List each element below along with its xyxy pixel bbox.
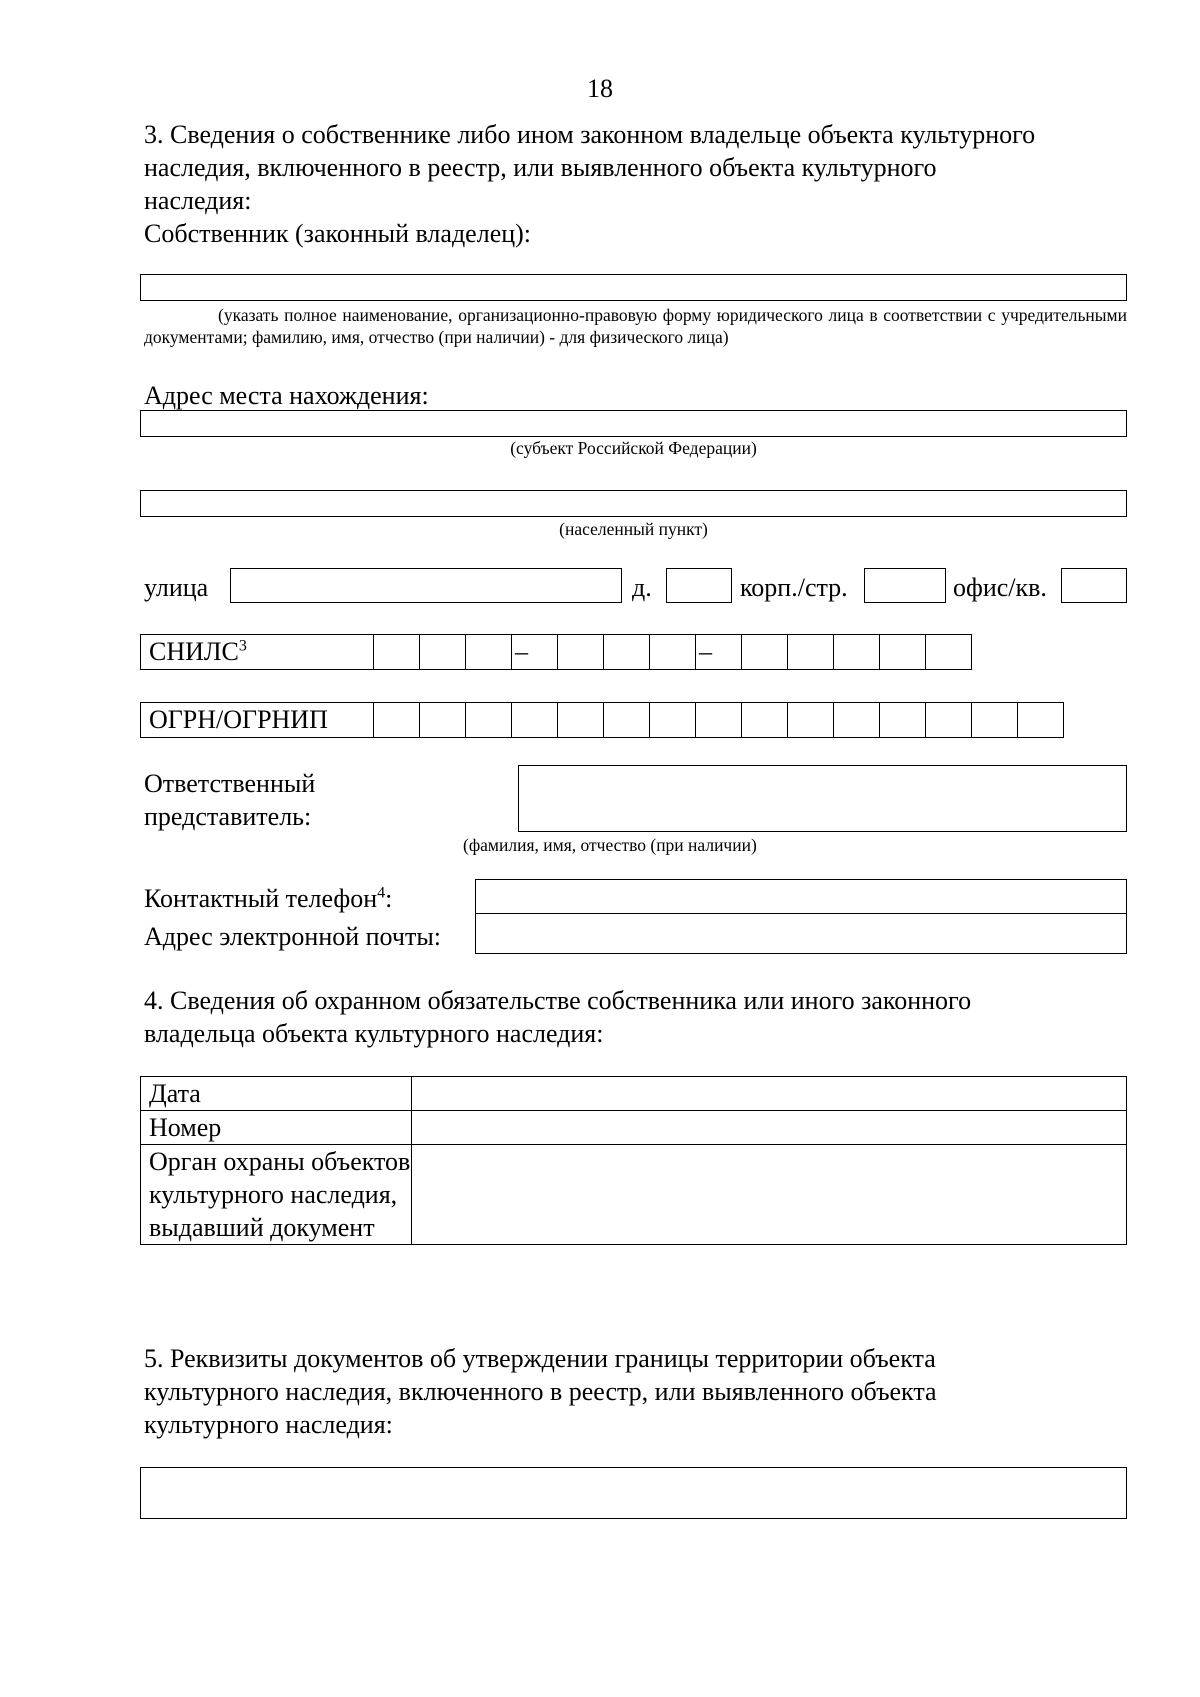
ogrn-digit-cell[interactable] <box>926 703 972 737</box>
ogrn-digit-cell[interactable] <box>880 703 926 737</box>
section-3-heading: 3. Сведения о собственнике либо ином законном владельце объекта культурного наследия, включенного в реестр, или выявленного объекта культурного наследия: <box>144 120 1036 215</box>
snils-digit-cell[interactable] <box>650 635 696 669</box>
ogrn-digit-cell[interactable] <box>420 703 466 737</box>
snils-digit-cell[interactable] <box>880 635 926 669</box>
ogrn-label: ОГРН/ОГРНИП <box>141 703 374 737</box>
snils-dash-cell: – <box>696 635 742 669</box>
building-field[interactable] <box>864 568 946 603</box>
office-label: офис/кв. <box>953 573 1047 602</box>
snils-dash-cell: – <box>512 635 558 669</box>
ogrn-digit-cell[interactable] <box>788 703 834 737</box>
page-number: 18 <box>587 74 613 103</box>
building-label: корп./стр. <box>740 573 848 602</box>
date-value-cell[interactable] <box>412 1077 1127 1111</box>
snils-digit-cell[interactable] <box>742 635 788 669</box>
table-row <box>141 1111 1127 1145</box>
authority-label: Орган охраны объектов культурного наследия, выдавший документ <box>141 1145 412 1245</box>
email-label: Адрес электронной почты: <box>144 922 442 951</box>
representative-hint: (фамилия, имя, отчество (при наличии) <box>463 835 757 855</box>
section-5-heading: 5. Реквизиты документов об утверждении границы территории объекта культурного наследия, включенного в реестр, или выявленного объекта культурного наследия: <box>144 1344 937 1439</box>
snils-label: СНИЛС <box>149 637 239 666</box>
ogrn-row <box>140 702 1064 738</box>
number-value-cell[interactable] <box>412 1111 1127 1145</box>
snils-digit-cell[interactable] <box>420 635 466 669</box>
locality-field[interactable] <box>140 490 1127 517</box>
snils-digit-cell[interactable] <box>788 635 834 669</box>
owner-name-field[interactable] <box>140 274 1127 301</box>
phone-label-colon: : <box>385 884 393 913</box>
representative-label-line-1: Ответственный <box>144 769 316 798</box>
ogrn-digit-cell[interactable] <box>972 703 1018 737</box>
snils-digit-cell[interactable] <box>558 635 604 669</box>
date-label: Дата <box>141 1077 412 1111</box>
region-field[interactable] <box>140 410 1127 437</box>
email-field[interactable] <box>475 913 1127 954</box>
office-field[interactable] <box>1061 568 1127 603</box>
phone-footnote: 4 <box>377 884 386 902</box>
representative-label-line-2: представитель: <box>144 802 312 831</box>
phone-label: Контактный телефон <box>144 884 378 913</box>
table-row <box>141 1077 1127 1111</box>
ogrn-digit-cell[interactable] <box>512 703 558 737</box>
ogrn-digit-cell[interactable] <box>604 703 650 737</box>
owner-label: Собственник (законный владелец): <box>144 219 532 248</box>
snils-row <box>140 634 972 670</box>
house-field[interactable] <box>666 568 732 603</box>
ogrn-digit-cell[interactable] <box>742 703 788 737</box>
ogrn-digit-cell[interactable] <box>558 703 604 737</box>
ogrn-digit-cell[interactable] <box>696 703 742 737</box>
authority-value-cell[interactable] <box>412 1145 1127 1245</box>
obligation-table <box>140 1076 1127 1245</box>
snils-digit-cell[interactable] <box>834 635 880 669</box>
region-hint: (субъект Российской Федерации) <box>510 438 757 458</box>
ogrn-digit-cell[interactable] <box>466 703 512 737</box>
snils-digit-cell[interactable] <box>926 635 972 669</box>
snils-footnote: 3 <box>238 637 247 655</box>
snils-digit-cell[interactable] <box>604 635 650 669</box>
ogrn-digit-cell[interactable] <box>834 703 880 737</box>
table-row <box>141 1145 1127 1245</box>
section-4-heading: 4. Сведения об охранном обязательстве собственника или иного законного владельца объекта культурного наследия: <box>144 986 972 1048</box>
snils-digit-cell[interactable] <box>374 635 420 669</box>
number-label: Номер <box>141 1111 412 1145</box>
street-field[interactable] <box>230 568 622 603</box>
ogrn-digit-cell[interactable] <box>374 703 420 737</box>
locality-hint: (населенный пункт) <box>559 519 708 539</box>
boundary-documents-field[interactable] <box>140 1467 1127 1519</box>
owner-hint: (указать полное наименование, организационно-правовую форму юридического лица в соответствии с учредительными документами; фамилию, имя, отчество (при наличии) - для физического лица) <box>144 305 1127 347</box>
house-label: д. <box>632 573 652 602</box>
representative-field[interactable] <box>518 765 1127 832</box>
ogrn-digit-cell[interactable] <box>1018 703 1064 737</box>
phone-field[interactable] <box>475 879 1127 914</box>
address-label: Адрес места нахождения: <box>144 381 429 410</box>
phone-label-wrap <box>144 882 392 915</box>
street-label: улица <box>144 573 209 602</box>
snils-digit-cell[interactable] <box>466 635 512 669</box>
ogrn-digit-cell[interactable] <box>650 703 696 737</box>
